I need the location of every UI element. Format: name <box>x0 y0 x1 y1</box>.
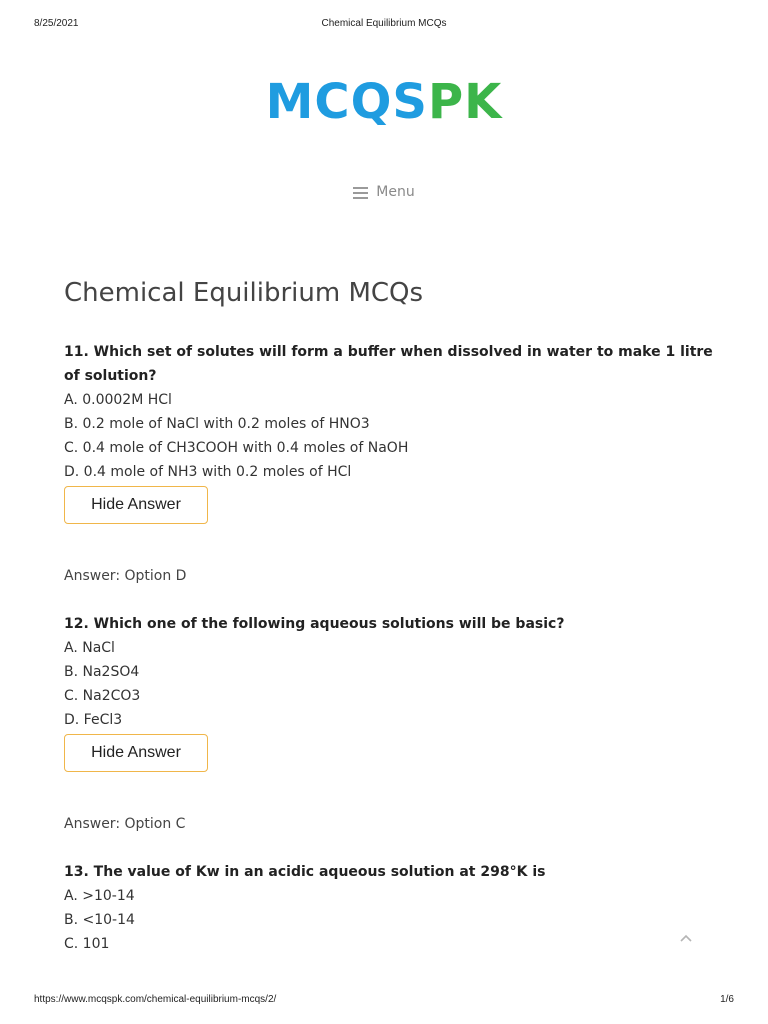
question-text: 12. Which one of the following aqueous solutions will be basic? <box>64 616 565 632</box>
answer-text: Answer: Option D <box>64 568 187 584</box>
print-url: https://www.mcqspk.com/chemical-equilibrium-mcqs/2/ <box>34 994 277 1005</box>
menu-label: Menu <box>376 184 415 200</box>
answer-text: Answer: Option C <box>64 816 186 832</box>
option-c: C. 0.4 mole of CH3COOH with 0.4 moles of NaOH <box>64 440 409 456</box>
option-c: C. Na2CO3 <box>64 688 141 704</box>
option-d: D. FeCl3 <box>64 712 123 728</box>
option-b: B. Na2SO4 <box>64 664 140 680</box>
hide-answer-button[interactable]: Hide Answer <box>64 486 208 524</box>
option-a: A. 0.0002M HCl <box>64 392 172 408</box>
scroll-to-top-button[interactable] <box>678 930 694 946</box>
question-text: 13. The value of Kw in an acidic aqueous solution at 298°K is <box>64 864 546 880</box>
option-d: D. 0.4 mole of NH3 with 0.2 moles of HCl <box>64 464 352 480</box>
print-header <box>34 18 734 32</box>
print-date: 8/25/2021 <box>34 18 79 29</box>
main-content <box>64 272 714 980</box>
page-title: Chemical Equilibrium MCQs <box>64 278 424 308</box>
question-text: 11. Which set of solutes will form a buffer when dissolved in water to make 1 litre of solution? <box>64 344 713 384</box>
menu-toggle-button[interactable] <box>353 184 414 200</box>
option-b: B. <10-14 <box>64 912 135 928</box>
site-logo[interactable] <box>0 72 768 132</box>
print-document-title: Chemical Equilibrium MCQs <box>321 18 447 29</box>
hamburger-icon <box>353 187 368 198</box>
question-block <box>64 340 714 588</box>
option-c: C. 101 <box>64 936 110 952</box>
hide-answer-button[interactable]: Hide Answer <box>64 734 208 772</box>
logo-text-part1: MCQS <box>265 74 428 130</box>
question-block <box>64 612 714 836</box>
option-b: B. 0.2 mole of NaCl with 0.2 moles of HNO3 <box>64 416 370 432</box>
logo-text-part2: PK <box>428 74 503 130</box>
chevron-up-icon <box>678 930 694 946</box>
nav-menu <box>0 184 768 202</box>
option-a: A. >10-14 <box>64 888 135 904</box>
option-a: A. NaCl <box>64 640 115 656</box>
page-number: 1/6 <box>720 994 734 1005</box>
question-block <box>64 860 714 956</box>
print-footer <box>34 994 734 1008</box>
